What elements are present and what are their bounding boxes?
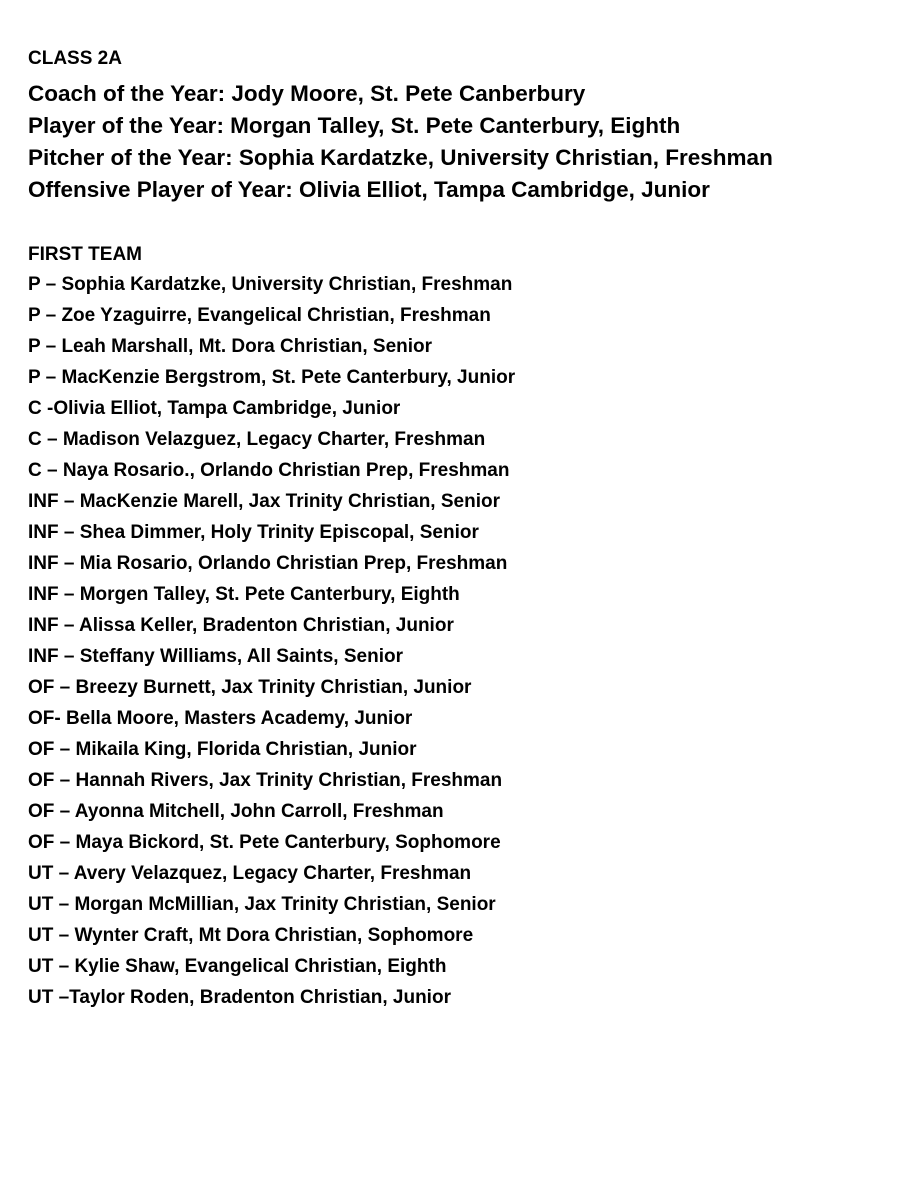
roster-entry: UT –Taylor Roden, Bradenton Christian, Junior [28,987,451,1008]
roster-entry: UT – Avery Velazquez, Legacy Charter, Freshman [28,863,472,884]
roster-entry: C -Olivia Elliot, Tampa Cambridge, Junior [28,398,401,419]
roster-entry: INF – MacKenzie Marell, Jax Trinity Christian, Senior [28,491,500,512]
first-team-roster [28,269,515,1013]
award-player-of-year: Player of the Year: Morgan Talley, St. Pete Canterbury, Eighth [28,113,681,138]
roster-entry: OF- Bella Moore, Masters Academy, Junior [28,708,413,729]
roster-entry: P – Leah Marshall, Mt. Dora Christian, Senior [28,336,433,357]
first-team-heading: FIRST TEAM [28,244,142,265]
roster-entry: OF – Ayonna Mitchell, John Carroll, Freshman [28,801,444,822]
roster-entry: INF – Alissa Keller, Bradenton Christian, Junior [28,615,454,636]
roster-entry: C – Naya Rosario., Orlando Christian Prep, Freshman [28,460,510,481]
roster-entry: INF – Mia Rosario, Orlando Christian Prep, Freshman [28,553,508,574]
award-coach-of-year: Coach of the Year: Jody Moore, St. Pete Canberbury [28,81,586,106]
roster-entry: OF – Breezy Burnett, Jax Trinity Christian, Junior [28,677,472,698]
roster-entry: UT – Kylie Shaw, Evangelical Christian, Eighth [28,956,447,977]
roster-entry: OF – Mikaila King, Florida Christian, Junior [28,739,417,760]
award-pitcher-of-year: Pitcher of the Year: Sophia Kardatzke, University Christian, Freshman [28,145,773,170]
roster-entry: UT – Wynter Craft, Mt Dora Christian, Sophomore [28,925,474,946]
roster-entry: OF – Maya Bickord, St. Pete Canterbury, Sophomore [28,832,501,853]
roster-entry: INF – Morgen Talley, St. Pete Canterbury, Eighth [28,584,460,605]
award-offensive-player-of-year: Offensive Player of Year: Olivia Elliot, Tampa Cambridge, Junior [28,177,710,202]
roster-entry: INF – Shea Dimmer, Holy Trinity Episcopal, Senior [28,522,479,543]
roster-entry: P – MacKenzie Bergstrom, St. Pete Canterbury, Junior [28,367,516,388]
roster-entry: OF – Hannah Rivers, Jax Trinity Christian, Freshman [28,770,503,791]
roster-entry: P – Sophia Kardatzke, University Christian, Freshman [28,274,513,295]
roster-entry: C – Madison Velazguez, Legacy Charter, Freshman [28,429,486,450]
roster-entry: UT – Morgan McMillian, Jax Trinity Christian, Senior [28,894,496,915]
roster-entry: INF – Steffany Williams, All Saints, Senior [28,646,403,667]
roster-entry: P – Zoe Yzaguirre, Evangelical Christian, Freshman [28,305,491,326]
class-heading: CLASS 2A [28,48,122,69]
awards-list [28,78,773,206]
